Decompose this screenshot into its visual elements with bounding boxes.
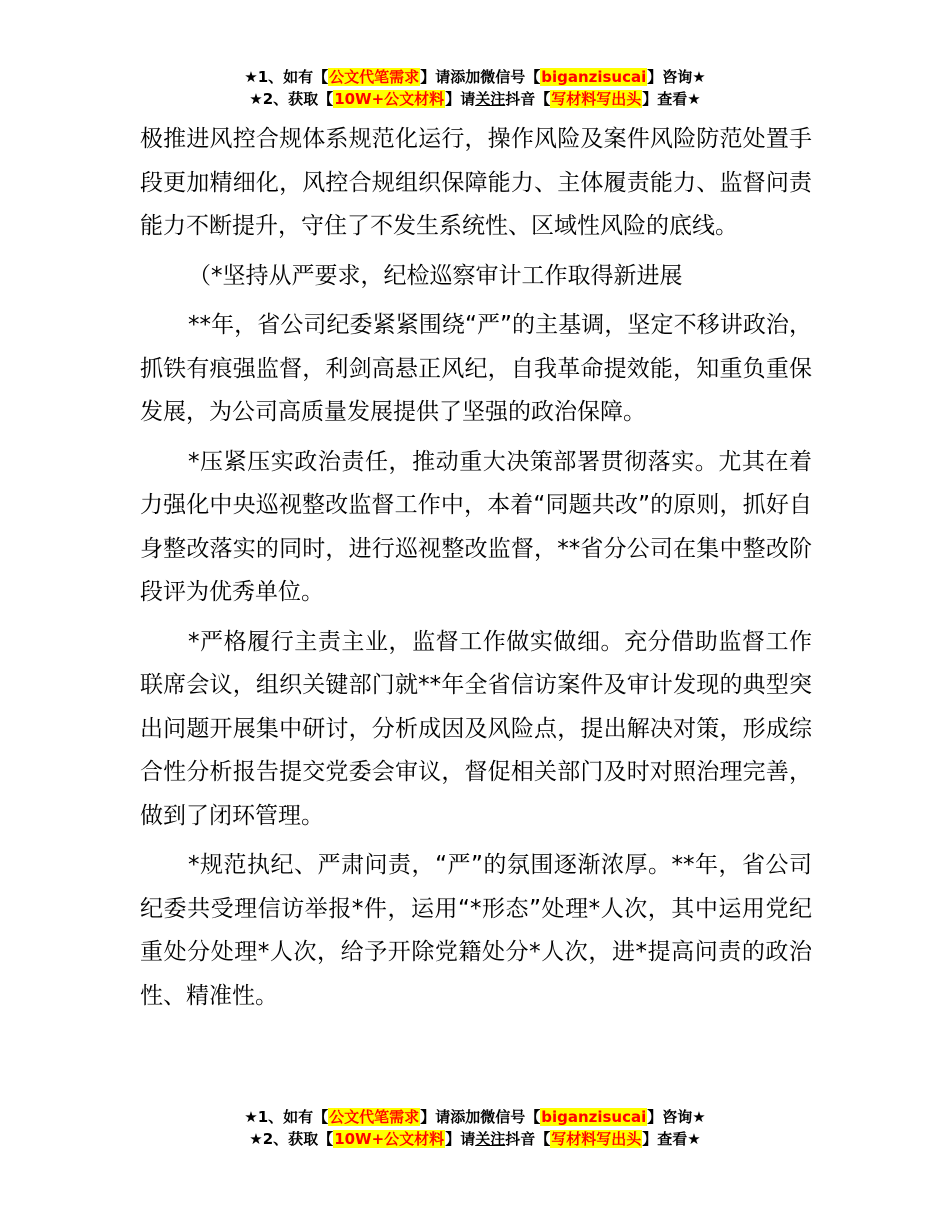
highlight-materials: 10W+公文材料 [334, 90, 445, 108]
footer-banner [0, 1106, 950, 1150]
banner-text: ★1、如有【 [244, 1108, 329, 1126]
paragraph: *严格履行主责主业，监督工作做实做细。充分借助监督工作联席会议，组织关键部门就**年全省信访案件及审计发现的典型突出问题开展集中研讨，分析成因及风险点，提出解决对策，形成综合性分析报告提交党委会审议，督促相关部门及时对照治理完善，做到了闭环管理。 [140, 628, 812, 829]
banner-text: ★1、如有【 [244, 68, 329, 86]
section-heading: （*坚持从严要求，纪检巡察审计工作取得新进展 [188, 262, 683, 289]
banner-text: 】请添加微信号【 [420, 68, 541, 86]
banner-text: 】咨询★ [647, 68, 706, 86]
paragraph: *压紧压实政治责任，推动重大决策部署贯彻落实。尤其在着力强化中央巡视整改监督工作中，本着“同题共改”的原则，抓好自身整改落实的同时，进行巡视整改监督，**省分公司在集中整改阶段评为优秀单位。 [140, 448, 812, 605]
paragraph: **年，省公司纪委紧紧围绕“严”的主基调，坚定不移讲政治，抓铁有痕强监督，利剑高悬正风纪，自我革命提效能，知重负重保发展，为公司高质量发展提供了坚强的政治保障。 [140, 312, 812, 425]
highlight-ghostwriting: 公文代笔需求 [329, 68, 420, 86]
highlight-wechat-id: biganzisucai [541, 68, 647, 86]
banner-text: ★2、获取【 [249, 90, 334, 108]
highlight-materials: 10W+公文材料 [334, 1130, 445, 1148]
paragraph-continued: 极推进风控合规体系规范化运行，操作风险及案件风险防范处置手段更加精细化，风控合规组织保障能力、主体履责能力、监督问责能力不断提升，守住了不发生系统性、区域性风险的底线。 [140, 126, 812, 239]
banner-text: 】请 [445, 90, 476, 108]
banner-line-1 [0, 66, 950, 88]
banner-text: 】查看★ [642, 90, 701, 108]
banner-text: 抖音【 [505, 90, 551, 108]
banner-text: 】查看★ [642, 1130, 701, 1148]
highlight-wechat-id: biganzisucai [541, 1108, 647, 1126]
highlight-douyin-account: 写材料写出头 [551, 90, 642, 108]
banner-line-2 [0, 88, 950, 110]
banner-line-1 [0, 1106, 950, 1128]
highlight-douyin-account: 写材料写出头 [551, 1130, 642, 1148]
document-body [140, 118, 812, 1018]
banner-text: 抖音【 [505, 1130, 551, 1148]
underlined-follow: 关注 [475, 1130, 506, 1148]
header-banner [0, 66, 950, 110]
paragraph: *规范执纪、严肃问责，“严”的氛围逐渐浓厚。**年，省公司纪委共受理信访举报*件，运用“*形态”处理*人次，其中运用党纪重处分处理*人次，给予开除党籍处分*人次，进*提高问责的政治性、精准性。 [140, 852, 812, 1009]
banner-text: ★2、获取【 [249, 1130, 334, 1148]
banner-text: 】咨询★ [647, 1108, 706, 1126]
banner-line-2 [0, 1128, 950, 1150]
highlight-ghostwriting: 公文代笔需求 [329, 1108, 420, 1126]
banner-text: 】请 [445, 1130, 476, 1148]
underlined-follow: 关注 [475, 90, 506, 108]
banner-text: 】请添加微信号【 [420, 1108, 541, 1126]
